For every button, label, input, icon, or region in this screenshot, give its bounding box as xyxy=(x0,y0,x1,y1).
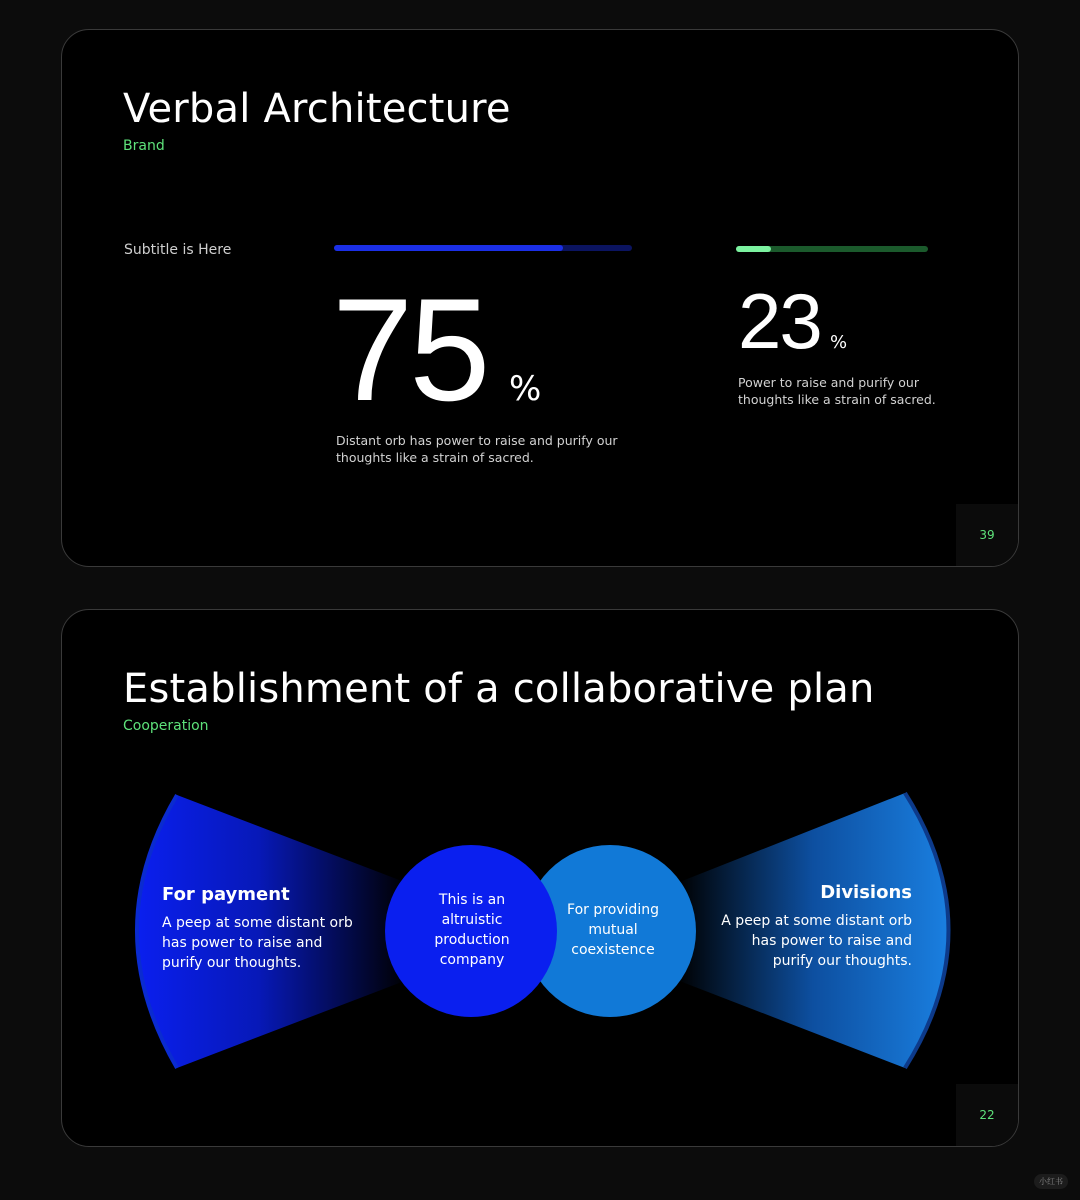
page-number: 22 xyxy=(956,1084,1018,1146)
slide-verbal-architecture xyxy=(61,29,1019,567)
left-wing-content xyxy=(162,884,362,973)
right-wing-body: A peep at some distant orb has power to raise and purify our thoughts. xyxy=(721,913,912,969)
secondary-progress-fill xyxy=(736,246,771,252)
right-wing-content xyxy=(712,882,912,971)
slide-tag: Brand xyxy=(123,138,165,154)
page-number: 39 xyxy=(956,504,1018,566)
slide-tag: Cooperation xyxy=(123,718,209,734)
main-progress-fill xyxy=(334,245,563,251)
secondary-stat-unit: % xyxy=(830,332,848,353)
slide-subtitle: Subtitle is Here xyxy=(124,242,232,258)
slide-collaborative-plan xyxy=(61,609,1019,1147)
secondary-progress-bar xyxy=(736,246,928,252)
left-wing-title: For payment xyxy=(162,884,290,905)
main-stat-unit: % xyxy=(509,369,542,409)
right-circle-label: For providing mutual coexistence xyxy=(567,902,659,958)
slide-title: Establishment of a collaborative plan xyxy=(123,666,875,712)
main-progress-bar xyxy=(334,245,632,251)
right-wing-title: Divisions xyxy=(820,882,912,903)
secondary-stat-value: 23 xyxy=(738,277,821,365)
main-stat-description: Distant orb has power to raise and purify our thoughts like a strain of sacred. xyxy=(336,433,618,465)
slide-title: Verbal Architecture xyxy=(123,86,511,132)
bowtie-diagram xyxy=(62,610,1019,1147)
left-circle-label: This is an altruistic production company xyxy=(434,892,510,968)
main-stat-value: 75 xyxy=(332,268,487,431)
secondary-stat-description: Power to raise and purify our thoughts like a strain of sacred. xyxy=(738,375,936,407)
left-wing-body: A peep at some distant orb has power to raise and purify our thoughts. xyxy=(162,915,353,971)
watermark-badge: 小红书 xyxy=(1034,1174,1068,1189)
